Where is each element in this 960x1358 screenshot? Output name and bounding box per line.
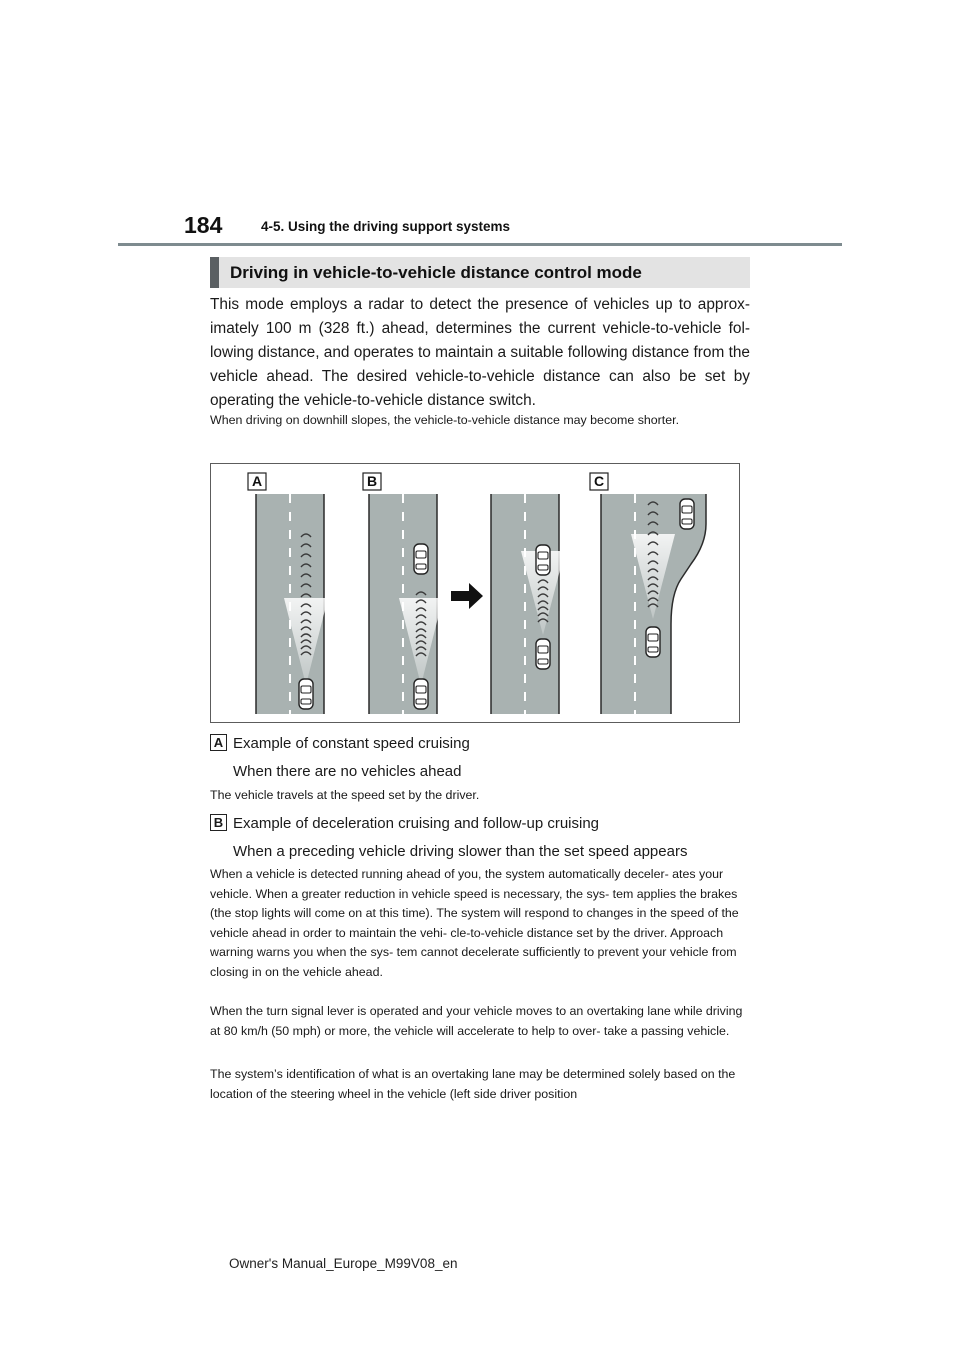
item-a-subtitle: When there are no vehicles ahead (233, 763, 462, 780)
item-a-text: The vehicle travels at the speed set by the driver. (210, 788, 480, 802)
header-rule (118, 243, 842, 246)
section-title: 4-5. Using the driving support systems (261, 219, 511, 234)
box-title: Driving in vehicle-to-vehicle distance control mode (210, 257, 750, 288)
figure-label-a (248, 473, 266, 490)
distance-control-figure (210, 463, 740, 723)
item-a-title: Example of constant speed cruising (233, 735, 470, 752)
lead-car-b2 (536, 545, 550, 575)
own-car-c (646, 627, 660, 657)
downhill-note-text: When driving on downhill slopes, the vehicle-to-vehicle distance may become shorter. (210, 413, 680, 427)
item-a-note (210, 786, 750, 806)
road-b (369, 494, 443, 714)
item-b-text3: The system’s identification of what is an overtaking lane may be determined solely based on the location of the steering wheel in the vehicle (left side driver position (210, 1067, 736, 1101)
own-car-a (299, 679, 313, 709)
item-b-text2: When the turn signal lever is operated and your vehicle moves to an overtaking lane while driving at 80 km/h (50 mph) or more, the vehicle will accelerate to help to over- take a passing vehicle. (210, 1004, 743, 1038)
item-a (210, 734, 750, 754)
figure-label-c-text: C (593, 473, 605, 489)
transition-arrow (451, 583, 483, 609)
item-b-note-2 (210, 1002, 750, 1041)
item-b-badge: B (210, 814, 227, 831)
figure-illustration (211, 464, 741, 724)
item-b-title: Example of deceleration cruising and follow-up cruising (233, 815, 600, 832)
item-b (210, 814, 750, 834)
lead-car-b (414, 544, 428, 574)
road-b-after (491, 494, 565, 714)
item-b-subtitle: When a preceding vehicle driving slower than the set speed appears (233, 843, 688, 860)
intro-paragraph (210, 293, 750, 413)
downhill-note (210, 411, 750, 431)
item-b-text1: When a vehicle is detected running ahead of you, the system automatically deceler- ates your vehicle. When a greater reduction in vehicle speed is necessary, the sys- tem applies the brakes (the stop lights will come on at this time). The system will respond to changes in the speed of the vehicle ahead in order to maintain the vehi- cle-to-vehicle distance set by the driver. Approach warning warns you when the sys- tem cannot decelerate sufficiently to prevent your vehicle from closing in on the vehicle ahead. (210, 867, 739, 979)
passing-car-c (680, 499, 694, 529)
item-a-badge: A (210, 734, 227, 751)
figure-label-b-text: B (366, 473, 378, 489)
item-b-note-3 (210, 1065, 750, 1104)
own-car-b2 (536, 639, 550, 669)
figure-label-b (363, 473, 381, 490)
road-c (601, 494, 706, 714)
road-a (256, 494, 328, 714)
page-number: 184 (184, 212, 223, 238)
own-car-b (414, 679, 428, 709)
intro-text: This mode employs a radar to detect the presence of vehicles up to approx- imately 100 m (328 ft.) ahead, determines the current vehicle-to-vehicle fol- lowing distance, and operates to maintain a suitable following distance from the vehicle ahead. The desired vehicle-to-vehicle distance can also be set by operating the vehicle-to-vehicle distance switch. (210, 296, 750, 409)
item-b-note-1 (210, 865, 750, 982)
figure-label-a-text: A (251, 473, 263, 489)
footer: Owner's Manual_Europe_M99V08_en (229, 1256, 458, 1271)
figure-label-c (590, 473, 608, 490)
